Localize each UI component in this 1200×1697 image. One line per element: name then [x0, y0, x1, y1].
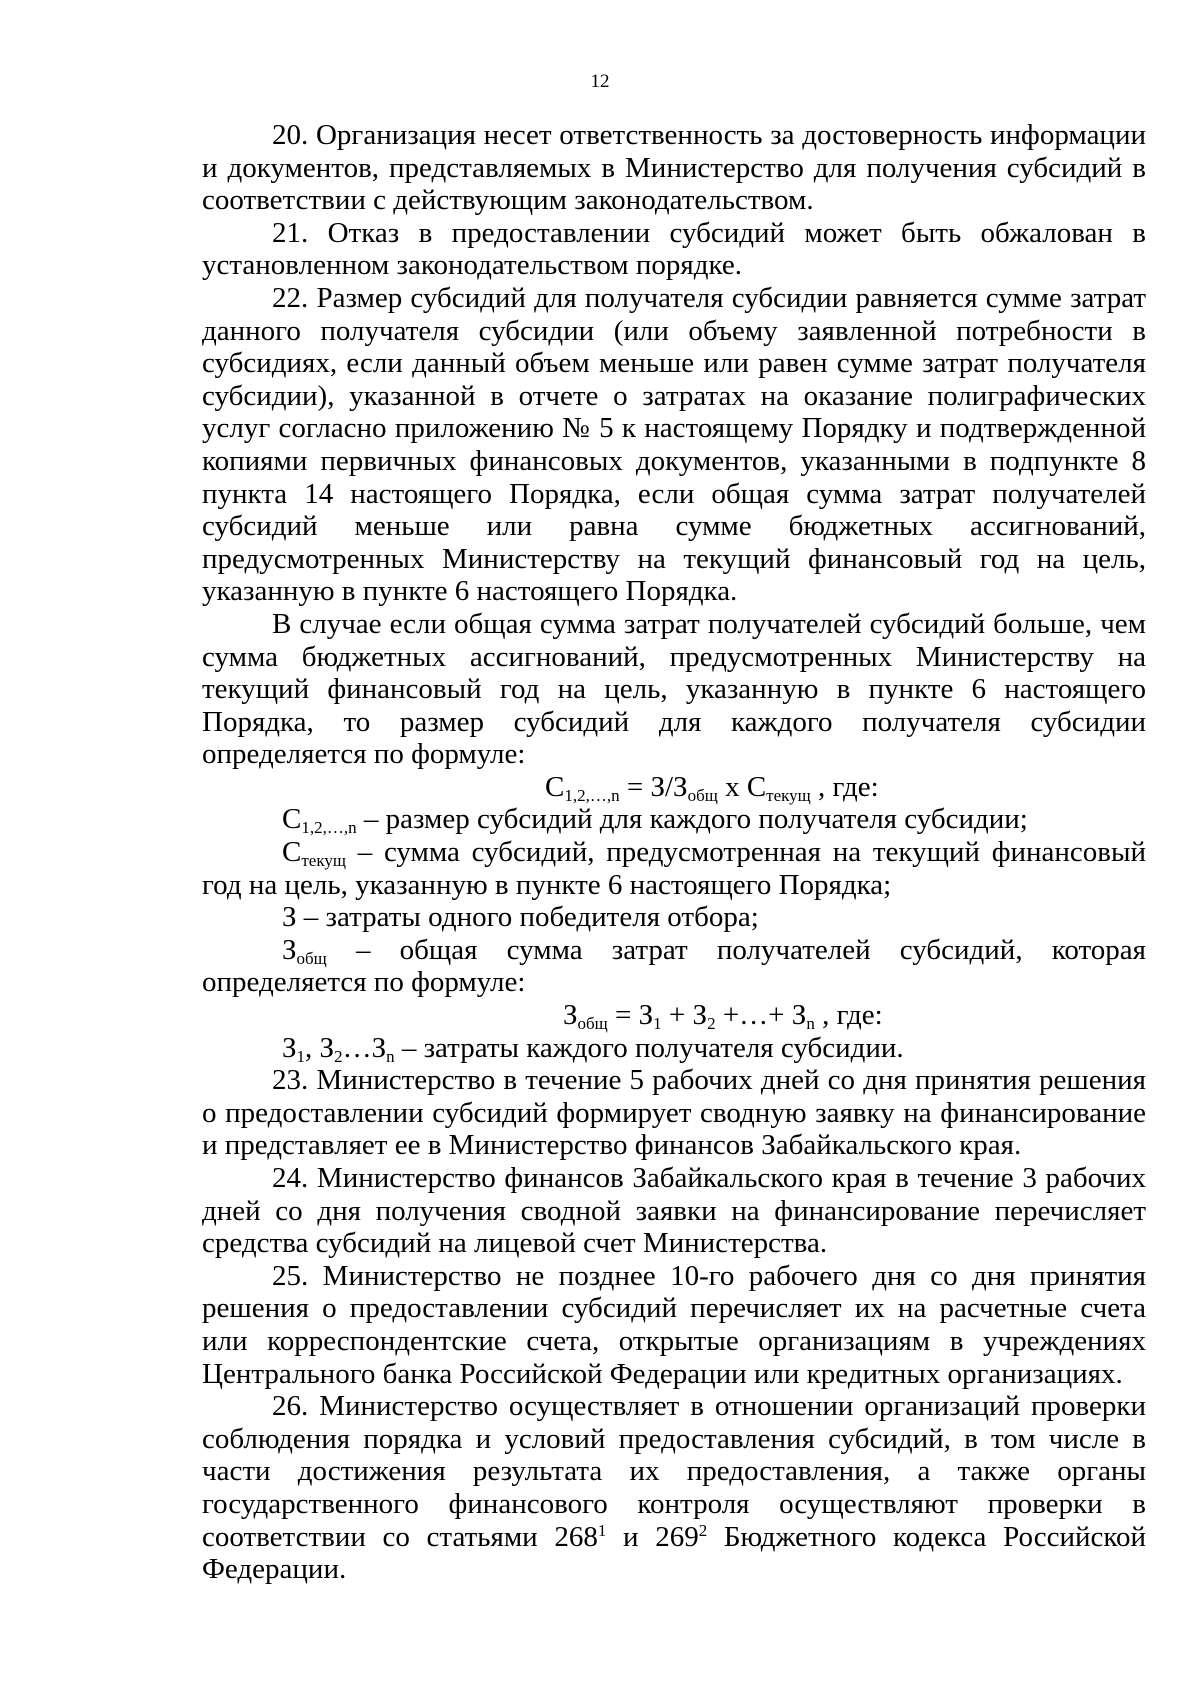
- formula-subscript: текущ: [766, 785, 811, 805]
- formula-subscript: общ: [577, 1014, 608, 1034]
- page-number: 12: [590, 71, 610, 92]
- definition-c-current: [202, 836, 1146, 901]
- definition-c: [202, 803, 1146, 836]
- formula-subscript: 2: [707, 1014, 716, 1034]
- formula-text: + З: [661, 999, 708, 1032]
- definition-z-total: [202, 934, 1146, 999]
- definition-symbol: , З: [305, 1031, 335, 1064]
- formula-text: +…+ З: [715, 999, 807, 1032]
- definition-subscript: 1,2,…,n: [301, 818, 357, 838]
- definition-subscript: n: [386, 1046, 395, 1066]
- definition-z-each: [202, 1032, 1146, 1065]
- definition-text: – затраты каждого получателя субсидии.: [394, 1031, 904, 1064]
- definition-symbol: З: [282, 1031, 297, 1064]
- definition-symbol: С: [282, 836, 302, 869]
- paragraph-20: 20. Организация несет ответственность за достоверность информации и документов, представляемых в Министерство для получения субсидий в соответствии с действующим законодательством.: [202, 119, 1146, 217]
- formula-symbol: С: [545, 770, 565, 803]
- paragraph-text: Бюджетного кодекса Российской Федерации.: [202, 1520, 1146, 1586]
- paragraph-25: 25. Министерство не позднее 10-го рабочего дня со дня принятия решения о предоставлении субсидий перечисляет их на расчетные счета или корреспондентские счета, открытые организациям в учреждениях Центрального банка Российской Федерации или кредитных организациях.: [202, 1259, 1146, 1390]
- definition-z: З – затраты одного победителя отбора;: [282, 901, 759, 934]
- formula-subscript: общ: [687, 785, 718, 805]
- definition-text: – сумма субсидий, предусмотренная на текущий финансовый год на цель, указанную в пункте 6 настоящего Порядка;: [202, 836, 1146, 901]
- definition-symbol: …З: [342, 1031, 387, 1064]
- document-body: [202, 119, 1146, 1586]
- formula-text: , где:: [814, 999, 883, 1032]
- definition-symbol: С: [282, 803, 302, 836]
- paragraph-24: 24. Министерство финансов Забайкальского края в течение 3 рабочих дней со дня получения сводной заявки на финансирование перечисляет средства субсидий на лицевой счет Министерства.: [202, 1162, 1146, 1260]
- definition-text: – размер субсидий для каждого получателя субсидии;: [356, 803, 1028, 836]
- definition-text: – общая сумма затрат получателей субсидий, которая определяется по формуле:: [202, 933, 1146, 999]
- formula-subscript: 1: [653, 1014, 662, 1034]
- formula-text: = З/З: [619, 770, 688, 803]
- formula-subscript: n: [806, 1014, 815, 1034]
- superscript: 1: [597, 1520, 607, 1540]
- formula-text: х С: [717, 770, 767, 803]
- paragraph-text: 26. Министерство осуществляет в отношении организаций проверки соблюдения порядка и условий предоставления субсидий, в том числе в части достижения результата их предоставления, а также органы государственного финансового контроля осуществляют проверки в соответствии со статьями 268: [202, 1390, 1146, 1553]
- definition-subscript: общ: [296, 948, 327, 968]
- subsidy-formula: [202, 771, 1146, 804]
- formula-text: = З: [607, 999, 654, 1032]
- paragraph-23: 23. Министерство в течение 5 рабочих дней со дня принятия решения о предоставлении субсидий формирует сводную заявку на финансирование и представляет ее в Министерство финансов Забайкальского края.: [202, 1064, 1146, 1162]
- definition-subscript: 1: [296, 1046, 306, 1066]
- paragraph-21: 21. Отказ в предоставлении субсидий может быть обжалован в установленном законодательством порядке.: [202, 216, 1146, 282]
- paragraph-22-continued: В случае если общая сумма затрат получателей субсидий больше, чем сумма бюджетных ассигнований, предусмотренных Министерству на текущий финансовый год на цель, указанную в пункте 6 настоящего Порядка, то размер субсидий для каждого получателя субсидии определяется по формуле:: [202, 607, 1146, 771]
- formula-subscript: 1,2,…,n: [564, 785, 620, 805]
- paragraph-26: [202, 1390, 1146, 1586]
- formula-symbol: З: [563, 999, 578, 1032]
- definition-subscript: 2: [334, 1046, 343, 1066]
- paragraph-22: 22. Размер субсидий для получателя субсидии равняется сумме затрат данного получателя субсидии (или объему заявленной потребности в субсидиях, если данный объем меньше или равен сумме затрат получателя субсидии), указанной в отчете о затратах на оказание полиграфических услуг согласно приложению № 5 к настоящему Порядку и подтвержденной копиями первичных финансовых документов, указанными в подпункте 8 пункта 14 настоящего Порядка, если общая сумма затрат получателей субсидий меньше или равна сумме бюджетных ассигнований, предусмотренных Министерству на текущий финансовый год на цель, указанную в пункте 6 настоящего Порядка.: [202, 281, 1146, 608]
- total-cost-formula: [202, 999, 1146, 1032]
- superscript: 2: [698, 1520, 708, 1540]
- definition-symbol: З: [282, 933, 297, 966]
- definition-subscript: текущ: [301, 851, 346, 871]
- paragraph-text: и 269: [606, 1520, 699, 1553]
- formula-text: , где:: [810, 770, 879, 803]
